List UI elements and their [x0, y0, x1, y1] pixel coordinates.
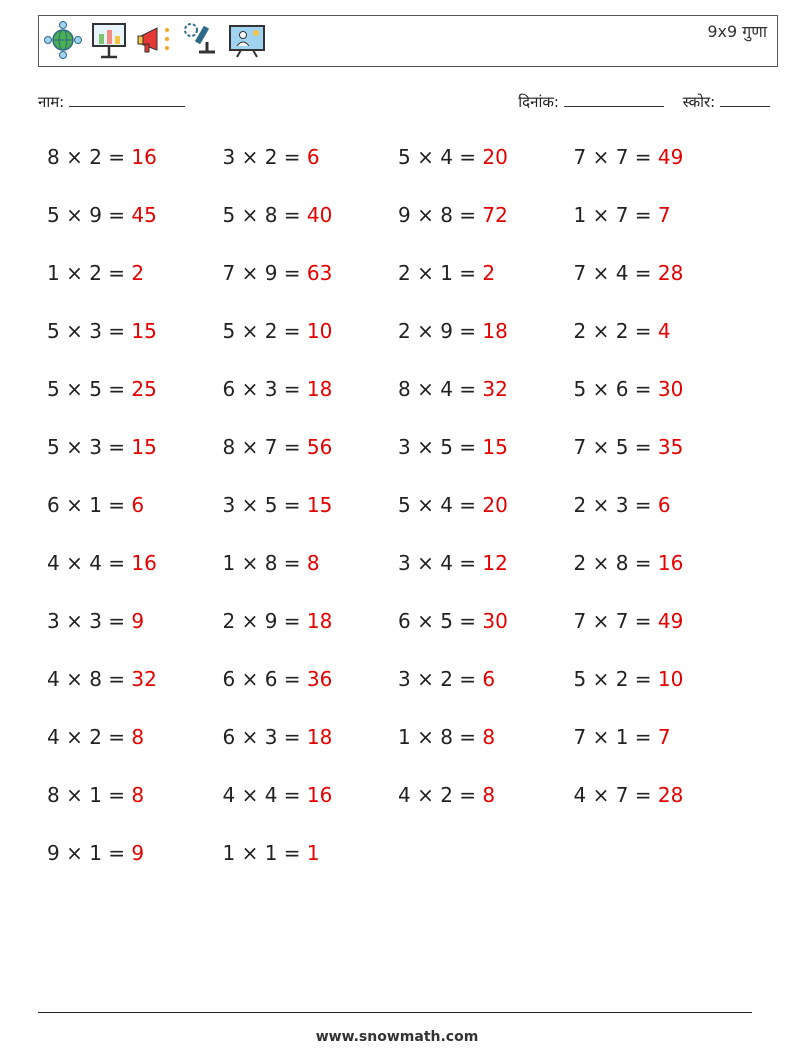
- problem-item: [223, 145, 320, 169]
- problem-answer: 15: [306, 493, 333, 517]
- problem-answer: 32: [482, 377, 508, 401]
- problem-question: 8 × 7 =: [222, 435, 307, 459]
- worksheet-title: 9x9 गुणा: [707, 22, 767, 41]
- problem-item: [398, 493, 508, 517]
- name-blank[interactable]: [69, 92, 185, 107]
- megaphone-icon: [135, 20, 175, 60]
- problem-answer: 63: [306, 261, 333, 285]
- header-icons: [43, 20, 267, 60]
- problem-item: [398, 319, 508, 343]
- problem-answer: 2: [131, 261, 145, 285]
- problem-item: [47, 377, 157, 401]
- problem-question: 5 × 5 =: [47, 377, 132, 401]
- network-globe-icon: [43, 20, 83, 60]
- problem-question: 6 × 3 =: [222, 377, 307, 401]
- problem-answer: 45: [131, 203, 157, 227]
- problem-item: [574, 377, 684, 401]
- problem-question: 8 × 1 =: [47, 783, 132, 807]
- name-field: [38, 92, 185, 112]
- problem-item: [47, 435, 157, 459]
- worksheet-header: [38, 15, 778, 67]
- problem-answer: 8: [131, 725, 145, 749]
- problem-question: 2 × 1 =: [398, 261, 483, 285]
- problem-answer: 8: [306, 551, 320, 575]
- score-label: स्कोर:: [682, 93, 716, 111]
- problem-question: 5 × 6 =: [573, 377, 658, 401]
- problem-item: [223, 435, 333, 459]
- score-blank[interactable]: [720, 92, 770, 107]
- problem-item: [574, 725, 671, 749]
- problem-question: 3 × 5 =: [398, 435, 483, 459]
- problem-question: 5 × 2 =: [573, 667, 658, 691]
- problem-answer: 16: [131, 145, 157, 169]
- problem-answer: 18: [482, 319, 508, 343]
- problem-question: 6 × 5 =: [398, 609, 483, 633]
- footer-divider: [38, 1012, 752, 1013]
- problem-question: 3 × 5 =: [222, 493, 307, 517]
- problem-item: [223, 841, 320, 865]
- problem-answer: 16: [306, 783, 333, 807]
- problem-answer: 28: [657, 783, 684, 807]
- problem-answer: 9: [131, 609, 145, 633]
- problem-item: [47, 493, 144, 517]
- problem-question: 7 × 9 =: [222, 261, 307, 285]
- problem-question: 5 × 4 =: [398, 145, 483, 169]
- problem-item: [47, 725, 144, 749]
- date-score-field: [518, 92, 770, 112]
- problem-answer: 8: [131, 783, 145, 807]
- problem-answer: 1: [306, 841, 320, 865]
- problem-item: [398, 609, 508, 633]
- problem-answer: 20: [482, 493, 508, 517]
- problem-question: 1 × 2 =: [47, 261, 132, 285]
- problem-question: 9 × 8 =: [398, 203, 483, 227]
- problem-answer: 6: [657, 493, 671, 517]
- problem-answer: 2: [482, 261, 496, 285]
- problem-question: 7 × 7 =: [573, 145, 658, 169]
- problem-answer: 20: [482, 145, 508, 169]
- problem-question: 1 × 7 =: [573, 203, 658, 227]
- problem-item: [398, 667, 495, 691]
- date-label: दिनांक:: [518, 93, 559, 111]
- problem-answer: 9: [131, 841, 145, 865]
- problem-question: 7 × 1 =: [573, 725, 658, 749]
- problem-answer: 18: [306, 377, 333, 401]
- problem-item: [47, 551, 157, 575]
- problem-answer: 12: [482, 551, 508, 575]
- problem-answer: 4: [657, 319, 671, 343]
- problem-item: [223, 551, 320, 575]
- problem-question: 3 × 4 =: [398, 551, 483, 575]
- problem-item: [398, 725, 495, 749]
- problem-item: [574, 435, 684, 459]
- problem-question: 9 × 1 =: [47, 841, 132, 865]
- problem-item: [398, 145, 508, 169]
- problem-answer: 32: [131, 667, 157, 691]
- problem-answer: 18: [306, 609, 333, 633]
- problem-question: 5 × 3 =: [47, 435, 132, 459]
- problem-question: 5 × 3 =: [47, 319, 132, 343]
- problem-question: 5 × 4 =: [398, 493, 483, 517]
- problem-answer: 7: [657, 725, 671, 749]
- problem-question: 4 × 7 =: [573, 783, 658, 807]
- date-blank[interactable]: [564, 92, 664, 107]
- problem-item: [574, 551, 684, 575]
- problem-item: [47, 841, 144, 865]
- problem-question: 7 × 7 =: [573, 609, 658, 633]
- problem-item: [223, 667, 333, 691]
- problem-item: [223, 377, 333, 401]
- problem-answer: 10: [657, 667, 684, 691]
- problem-question: 3 × 2 =: [398, 667, 483, 691]
- problem-answer: 6: [482, 667, 496, 691]
- problem-question: 7 × 5 =: [573, 435, 658, 459]
- problem-answer: 72: [482, 203, 508, 227]
- problem-item: [47, 261, 144, 285]
- problem-answer: 15: [482, 435, 508, 459]
- problem-answer: 49: [657, 609, 684, 633]
- problem-answer: 30: [482, 609, 508, 633]
- name-label: नाम:: [38, 93, 65, 111]
- problem-answer: 56: [306, 435, 333, 459]
- problem-item: [574, 493, 671, 517]
- teaching-screen-icon: [227, 20, 267, 60]
- problem-answer: 8: [482, 725, 496, 749]
- problem-question: 2 × 9 =: [398, 319, 483, 343]
- problem-item: [223, 203, 333, 227]
- problem-answer: 28: [657, 261, 684, 285]
- problem-question: 7 × 4 =: [573, 261, 658, 285]
- problem-item: [574, 203, 671, 227]
- problem-item: [398, 551, 508, 575]
- problem-answer: 25: [131, 377, 157, 401]
- problem-item: [47, 319, 157, 343]
- problem-item: [398, 377, 508, 401]
- problem-answer: 8: [482, 783, 496, 807]
- problem-question: 4 × 4 =: [222, 783, 307, 807]
- problem-question: 3 × 2 =: [222, 145, 307, 169]
- problem-item: [223, 609, 333, 633]
- problem-item: [223, 783, 333, 807]
- problem-answer: 35: [657, 435, 684, 459]
- problem-answer: 15: [131, 319, 157, 343]
- problem-item: [47, 667, 157, 691]
- problem-answer: 15: [131, 435, 157, 459]
- presentation-chart-icon: [89, 20, 129, 60]
- problem-question: 8 × 2 =: [47, 145, 132, 169]
- problem-question: 6 × 6 =: [222, 667, 307, 691]
- problem-answer: 16: [131, 551, 157, 575]
- problem-question: 4 × 8 =: [47, 667, 132, 691]
- problem-question: 8 × 4 =: [398, 377, 483, 401]
- problem-item: [398, 203, 508, 227]
- problem-item: [223, 725, 333, 749]
- problem-item: [574, 145, 684, 169]
- problem-item: [47, 609, 144, 633]
- footer-url: www.snowmath.com: [315, 1029, 479, 1045]
- problem-question: 2 × 8 =: [573, 551, 658, 575]
- problem-question: 4 × 2 =: [47, 725, 132, 749]
- problem-item: [223, 493, 333, 517]
- problem-question: 2 × 9 =: [222, 609, 307, 633]
- problem-question: 4 × 2 =: [398, 783, 483, 807]
- problem-question: 1 × 8 =: [222, 551, 307, 575]
- problem-answer: 6: [131, 493, 145, 517]
- problem-item: [223, 261, 333, 285]
- problem-item: [398, 261, 495, 285]
- problem-item: [398, 783, 495, 807]
- problem-question: 6 × 3 =: [222, 725, 307, 749]
- problem-answer: 6: [306, 145, 320, 169]
- problem-answer: 36: [306, 667, 333, 691]
- problem-item: [398, 435, 508, 459]
- problem-item: [47, 203, 157, 227]
- problem-item: [574, 667, 684, 691]
- problem-question: 5 × 2 =: [222, 319, 307, 343]
- problem-item: [47, 145, 157, 169]
- problem-item: [574, 783, 684, 807]
- problem-answer: 49: [657, 145, 684, 169]
- problem-item: [223, 319, 333, 343]
- problem-question: 2 × 3 =: [573, 493, 658, 517]
- problem-question: 1 × 8 =: [398, 725, 483, 749]
- problem-answer: 18: [306, 725, 333, 749]
- problem-item: [47, 783, 144, 807]
- problem-answer: 30: [657, 377, 684, 401]
- problem-question: 5 × 9 =: [47, 203, 132, 227]
- problem-question: 4 × 4 =: [47, 551, 132, 575]
- problem-question: 2 × 2 =: [573, 319, 658, 343]
- problem-item: [574, 609, 684, 633]
- problem-answer: 40: [306, 203, 333, 227]
- problem-item: [574, 319, 671, 343]
- problem-item: [574, 261, 684, 285]
- problem-question: 3 × 3 =: [47, 609, 132, 633]
- problem-answer: 7: [657, 203, 671, 227]
- problem-question: 6 × 1 =: [47, 493, 132, 517]
- microscope-icon: [181, 20, 221, 60]
- problem-question: 1 × 1 =: [222, 841, 307, 865]
- problem-answer: 16: [657, 551, 684, 575]
- problem-answer: 10: [306, 319, 333, 343]
- problem-question: 5 × 8 =: [222, 203, 307, 227]
